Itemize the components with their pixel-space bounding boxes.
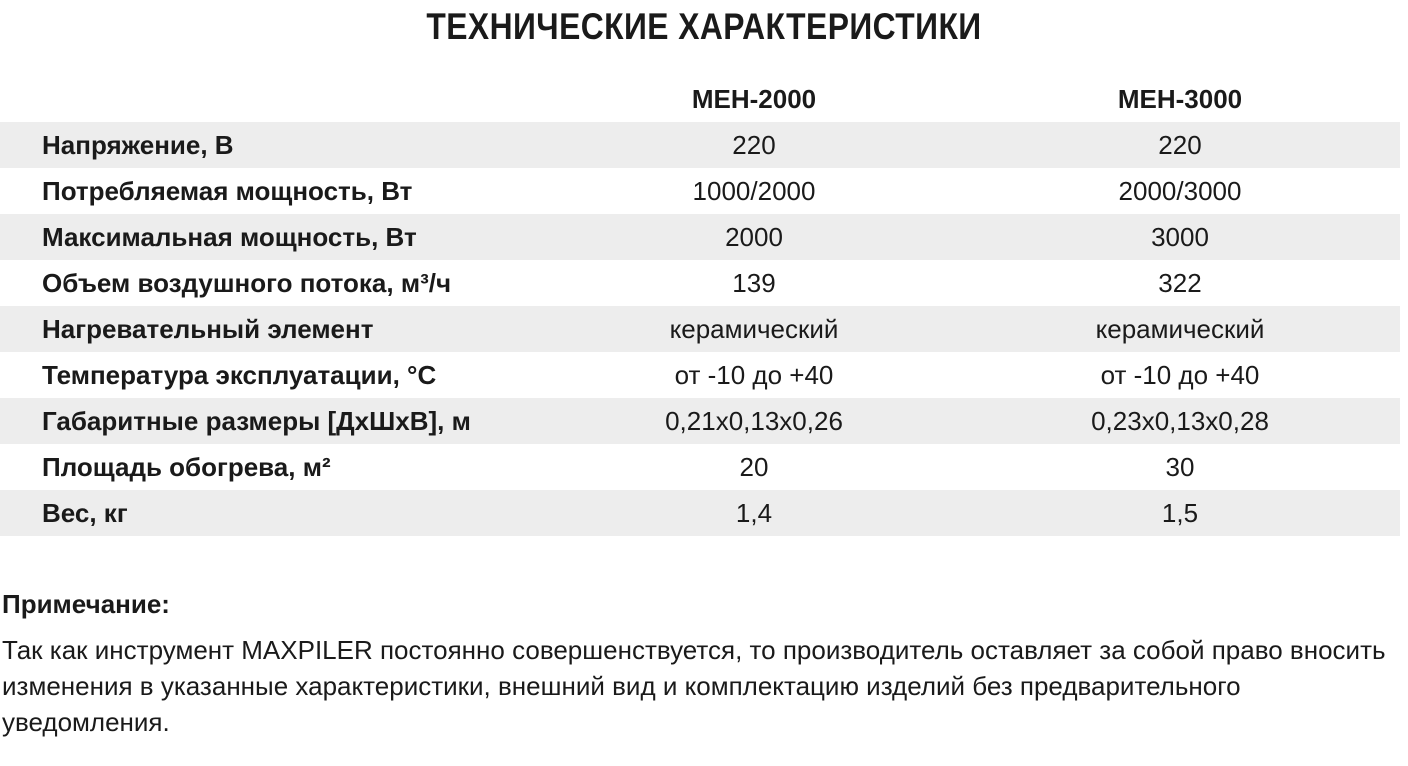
table-row (0, 306, 1400, 352)
value-model-1: 139 (548, 260, 960, 306)
value-model-2: керамический (960, 306, 1400, 352)
param-label: Максимальная мощность, Вт (0, 214, 548, 260)
value-model-1: 1,4 (548, 490, 960, 536)
table-row (0, 490, 1400, 536)
param-label: Габаритные размеры [ДхШхВ], м (0, 398, 548, 444)
value-model-2: 2000/3000 (960, 168, 1400, 214)
header-param-column (0, 76, 548, 122)
value-model-2: 220 (960, 122, 1400, 168)
value-model-1: от -10 до +40 (548, 352, 960, 398)
value-model-1: керамический (548, 306, 960, 352)
table-row (0, 122, 1400, 168)
value-model-2: 30 (960, 444, 1400, 490)
param-label: Вес, кг (0, 490, 548, 536)
header-model-2: МЕН-3000 (1117, 84, 1243, 114)
table-row (0, 352, 1400, 398)
table-row (0, 260, 1400, 306)
table-header-row (0, 76, 1400, 122)
param-label: Площадь обогрева, м² (0, 444, 548, 490)
param-label: Напряжение, В (0, 122, 548, 168)
table-row (0, 168, 1400, 214)
note-text: Так как инструмент MAXPILER постоянно совершенствуется, то производитель оставляет за собой право вносить изменения в указанные характеристики, внешний вид и комплектацию изделий без предварительного уведомления. (2, 635, 1386, 737)
table-row (0, 444, 1400, 490)
value-model-2: 1,5 (960, 490, 1400, 536)
value-model-1: 2000 (548, 214, 960, 260)
param-label: Нагревательный элемент (0, 306, 548, 352)
table-row (0, 398, 1400, 444)
value-model-2: 322 (960, 260, 1400, 306)
param-label: Потребляемая мощность, Вт (0, 168, 548, 214)
header-model-1: МЕН-2000 (691, 84, 817, 114)
param-label: Температура эксплуатации, °С (0, 352, 548, 398)
value-model-2: 0,23х0,13х0,28 (960, 398, 1400, 444)
spec-table (0, 76, 1400, 536)
note-title: Примечание: (2, 589, 170, 619)
param-label: Объем воздушного потока, м³/ч (0, 260, 548, 306)
page-title: ТЕХНИЧЕСКИЕ ХАРАКТЕРИСТИКИ (426, 6, 982, 47)
value-model-1: 0,21х0,13х0,26 (548, 398, 960, 444)
value-model-2: 3000 (960, 214, 1400, 260)
value-model-1: 220 (548, 122, 960, 168)
value-model-2: от -10 до +40 (960, 352, 1400, 398)
value-model-1: 20 (548, 444, 960, 490)
table-row (0, 214, 1400, 260)
value-model-1: 1000/2000 (548, 168, 960, 214)
